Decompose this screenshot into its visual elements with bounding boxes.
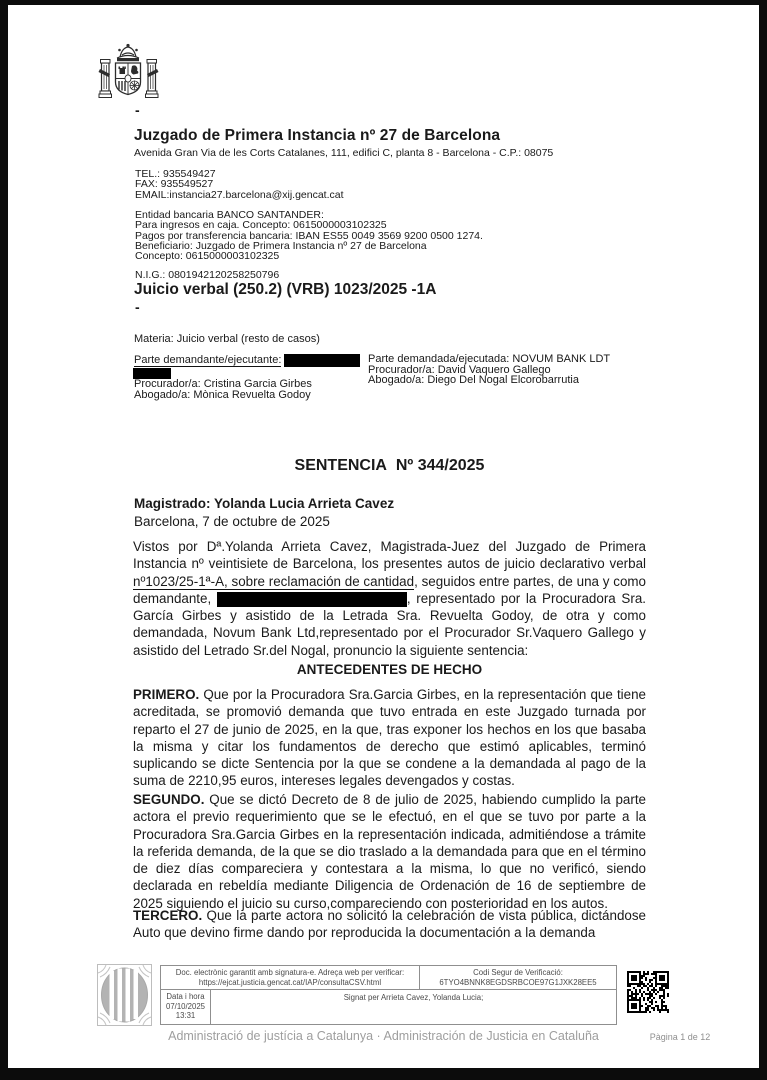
magistrado-line: Magistrado: Yolanda Lucia Arrieta Cavez — [134, 496, 395, 511]
court-address: Avenida Gran Via de les Corts Catalanes, 111, edifici C, planta 8 - Barcelona - C.P.: 08075 — [134, 147, 554, 159]
nig-number: N.I.G.: 0801942120258250796 — [135, 269, 280, 281]
signature-row — [161, 990, 616, 1024]
case-title: Juicio verbal (250.2) (VRB) 1023/2025 -1A — [134, 281, 437, 298]
verification-url-cell — [161, 966, 420, 989]
verification-url: https://ejcat.justicia.gencat.cat/IAP/consultaCSV.html — [198, 977, 382, 987]
materia-line: Materia: Juicio verbal (resto de casos) — [134, 333, 320, 345]
page-indicator: Pàgina 1 de 12 — [649, 1032, 711, 1042]
claimant-abogado: Abogado/a: Mònica Revuelta Godoy — [134, 388, 311, 401]
intro-text-after: , representado por la Procuradora Sra. García Girbes y asistido de la Letrada Sra. Revuelta Godoy, de otra y como demandada, Novum Bank Ltd,representado por el Procurador Sr.Vaquero Gallego y asistido del Letrado Sr.del Nogal, pronuncio la siguiente sentencia: — [133, 590, 646, 658]
intro-name-redaction — [217, 592, 407, 607]
intro-paragraph — [133, 538, 646, 659]
claimant-label: Parte demandante/ejecutante: — [134, 354, 282, 367]
primero-text: Que por la Procuradora Sra.Garcia Girbes, en la representación que tiene acreditada, se promovió demanda que tuvo entrada en este Juzgado turnada por reparto el 27 de junio de 2025, en la que, tras exponer los hechos en los que basaba la misma y citar los fundamentos de derecho que estimó aplicables, terminó suplicando se dicte Sentencia por la que se condene a la demandada al pago de la suma de 2210,95 euros, intereses legales devengados y costas. — [133, 687, 646, 789]
csv-label: Codi Segur de Verificació: — [473, 968, 563, 977]
tercero-label: TERCERO. — [133, 908, 203, 923]
date-value: 07/10/2025 — [165, 1001, 206, 1011]
verification-row — [161, 966, 616, 990]
administration-footer-line: Administració de justícia a Catalunya · Administración de Justicia en Cataluña — [168, 1029, 599, 1043]
defendant-procurador: Procurador/a: David Vaquero Gallego — [368, 363, 551, 376]
bank-entity: Entidad bancaria BANCO SANTANDER: — [135, 209, 324, 221]
bank-iban: Pagos por transferencia bancaria: IBAN ES55 0049 3569 9200 0500 1274. — [135, 229, 483, 242]
defendant-column — [368, 354, 648, 386]
bank-block — [135, 210, 483, 261]
claimant-column — [134, 354, 374, 400]
signature-verification-table — [160, 965, 617, 1025]
catalonia-justice-logo-icon — [96, 963, 153, 1027]
spain-coat-of-arms-icon — [95, 41, 162, 118]
verification-text: Doc. electrònic garantit amb signatura-e. Adreça web per verificar: — [175, 968, 405, 977]
contact-block — [135, 169, 344, 200]
header-dash-top: - — [135, 102, 140, 118]
bank-concept: Concepto: 0615000003102325 — [135, 250, 280, 263]
time-value: 13:31 — [175, 1011, 196, 1021]
tercero-text: Que la parte actora no solicitó la celebración de vista pública, dictándose Auto que devino firme dando por reproducida la documentación a la demanda — [133, 908, 646, 941]
sentencia-title: SENTENCIA Nº 344/2025 — [294, 457, 485, 474]
datetime-label: Data i hora — [166, 992, 205, 1001]
intro-text-before: Vistos por Dª.Yolanda Arrieta Cavez, Magistrada-Juez del Juzgado de Primera Instancia nº veintisiete de Barcelona, los presentes autos de juicio declarativo verbal — [133, 539, 646, 572]
contact-fax: FAX: 935549527 — [135, 178, 214, 191]
csv-cell — [420, 966, 616, 989]
segundo-text: Que se dictó Decreto de 8 de julio de 2025, habiendo cumplido la parte actora el previo requerimiento que se le efectuó, en el que se tuvo por parte a la Procuradora Sra.Garcia Girbes en la representación indicada, admitiéndose a trámite la referida demanda, de la que se dio traslado a la demandada para que en el término de diez días compareciera y contestara a la misma, lo que no verificó, siendo declarada en rebeldía mediante Diligencia de Ordenación de 16 de septiembre de 2025 siguiendo el juicio su curso,compareciendo con posterioridad en los autos. — [133, 792, 646, 911]
primero-paragraph — [133, 686, 646, 790]
place-date-line: Barcelona, 7 de octubre de 2025 — [134, 514, 330, 529]
datetime-cell — [161, 990, 211, 1024]
contact-tel: TEL.: 935549427 — [135, 168, 216, 180]
parties-section — [134, 354, 654, 404]
defendant-line: Parte demandada/ejecutada: NOVUM BANK LDT — [368, 353, 611, 365]
antecedentes-heading: ANTECEDENTES DE HECHO — [296, 662, 483, 677]
qr-code — [627, 971, 669, 1013]
court-name: Juzgado de Primera Instancia nº 27 de Barcelona — [134, 127, 501, 144]
tercero-paragraph — [133, 907, 646, 942]
document-page — [8, 5, 759, 1068]
contact-email: EMAIL:instancia27.barcelona@xij.gencat.cat — [135, 188, 344, 201]
intro-text-mid: , seguidos entre partes, de una y como demandante, — [133, 573, 646, 606]
signed-by-cell: Signat per Arrieta Cavez, Yolanda Lucia; — [343, 993, 484, 1002]
primero-label: PRIMERO. — [133, 687, 200, 702]
csv-value: 6TYO4BNNK8EGDSRBCOE97G1JXK28EE5 — [439, 977, 597, 987]
header-dash-bottom: - — [135, 299, 140, 315]
segundo-label: SEGUNDO. — [133, 792, 205, 807]
claimant-name-redaction — [284, 354, 360, 367]
bank-cash-concept: Para ingresos en caja. Concepto: 0615000003102325 — [135, 219, 387, 232]
segundo-paragraph — [133, 791, 646, 912]
bank-beneficiary: Beneficiario: Juzgado de Primera Instancia nº 27 de Barcelona — [135, 239, 427, 252]
defendant-abogado: Abogado/a: Diego Del Nogal Elcorobarrutia — [368, 374, 579, 387]
intro-text-underlined: nº1023/25-1ª-A, sobre reclamación de cantidad — [133, 573, 415, 589]
claimant-procurador: Procurador/a: Cristina Garcia Girbes — [134, 378, 312, 390]
